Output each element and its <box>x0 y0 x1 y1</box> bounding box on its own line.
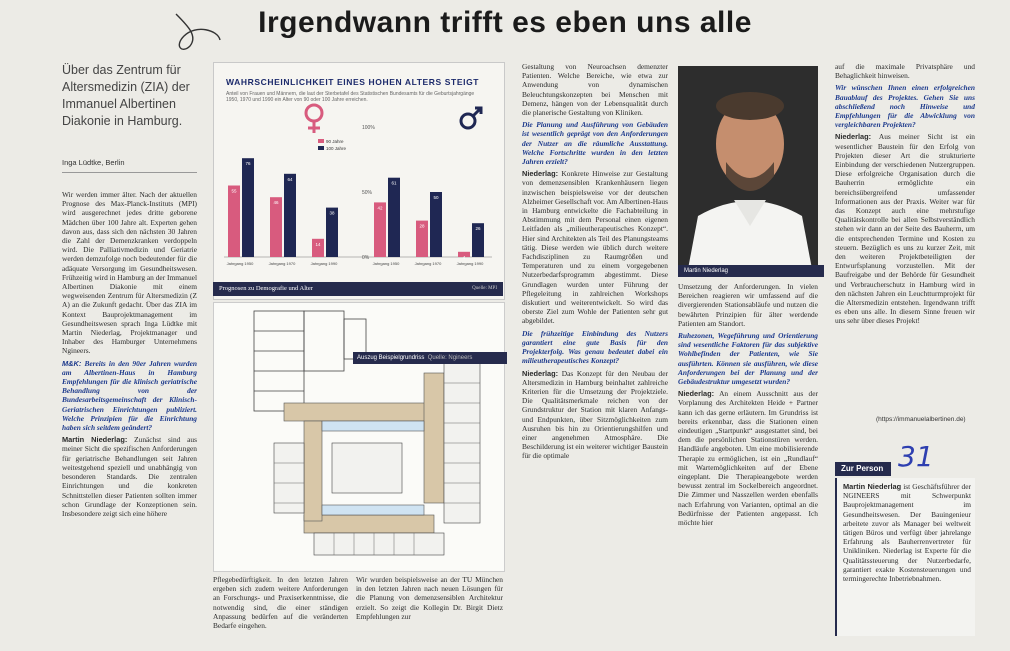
chart-panel <box>213 62 505 300</box>
y-tick-label: 50% <box>362 190 373 196</box>
x-tick-label: Jahrgang 1990 <box>456 261 484 266</box>
x-tick-label: Jahrgang 1950 <box>226 261 254 266</box>
byline: Inga Lüdtke, Berlin <box>62 158 125 167</box>
chart-subtitle: Anteil von Frauen und Männern, die laut der Sterbetafel des Statistischen Bundesamts für die Geburtsjahrgänge 1950, 1970 und 1990 ein Alter von 90 oder 100 Jahre erreichen. <box>226 91 475 103</box>
x-tick-label: Jahrgang 1990 <box>310 261 338 266</box>
legend-swatch <box>318 139 324 143</box>
bar-value-label: 50 <box>433 195 439 200</box>
col5-answer: Niederlag: Aus meiner Sicht ist ein wesentlicher Baustein für den Erfolg von Projekten dieser Art die strukturierte Einbindung der verschiedenen Nutzergruppen. Diese erfolgreiche Organisation durch die Bauherrin ermöglichte ein bereichsübergreifend umfassender Informationen aus der Praxis. Weiter war für das Konzept auch eine mehrstufige Qualitätskontrolle bei allen Selbstverständlich stehen wir dann an der Seite des Bauherrn, um die entsprechenden Termine und Kosten zu steuern. Bezüglich es uns zu kurzer Zeit, mit den weiteren Projektbeteiligten der Entwurfsplanung vorzustellen. Mit der Baufreigabe und der Behörde für Gesundheit und Verbraucherschutz in Hamburg wird in den nächsten Jahren ein Leuchtturmprojekt für die Altersmedizin entstehen. Irgendwann trifft es eben uns alle. In diesem Sinne freuen wir uns sehr über dieses Projekt! <box>835 132 975 326</box>
bar <box>430 192 442 257</box>
floor-plan-label: Auszug Beispielgrundriss Quelle: Ngineers <box>353 352 507 364</box>
bar-value-label: 38 <box>329 210 335 216</box>
bar-value-label: 14 <box>315 241 321 247</box>
col1-question: M&K: Bereits in den 90er Jahren wurden am Albertinen-Haus in Hamburg Empfehlungen für die klinisch geriatrische Behandlung von der Bundesarbeitsgemeinschaft der Klinisch-Geriatrischen Einrichtungen publiziert. Welche Prinzipien für die Einrichtung haben sich seitdem geändert? <box>62 358 197 433</box>
portrait-image <box>678 66 818 269</box>
bar-value-label: 55 <box>231 188 237 194</box>
article-title: Irgendwann trifft es eben uns alle <box>258 6 752 39</box>
website-link[interactable]: (https://immanuelalbertinen.de) <box>876 416 966 423</box>
male-symbol-icon <box>461 108 481 128</box>
bar-value-label: 28 <box>419 223 425 229</box>
column-4: Umsetzung der Anforderungen. In vielen Bereichen reagieren wir umfassend auf die divergierenden Stationsabläufe und nutzen die bewährten Prinzipien für älter werdende Patienten am Standort. Ruhezonen, Wegeführung und Orientierung sind wesentliche Faktoren für das subjektive Wohlbefinden der Patienten, wie Sie ausführten. Können sie ausführen, wie diese Anforderungen bei der Planung und der Gebäudestruktur umgesetzt wurden? Niederlag: An einem Ausschnitt aus der Vorplanung des Architekten Heide + Partner kann ich das gerne erläutern. Im Grundriss ist bereits erkennbar, dass die Stationen einen eindeutigen „Startpunkt“ ausgestattet sind, bei dem die persönlichen Stationstüren werden. Handläufe angeboten. Um eine mobilisierende Therapie zu ermöglichen, ist ein „Rundlauf“ mit Wartemöglichkeiten auf der Ebene eingeplant. Die Therapieangebote werden bewusst zentral im Sockelbereich angeordnet. Die Zimmer und Nasszellen werden ebenfalls nach Erfahrung von Varianten, optimal an die Bedürfnisse der Patienten angepasst. Ich möchte hier <box>678 282 818 528</box>
y-tick-label: 0% <box>362 255 370 261</box>
x-tick-label: Jahrgang 1970 <box>268 261 296 266</box>
bar-value-label: 46 <box>273 200 279 206</box>
col1-answer: Martin Niederlag: Zunächst sind aus meiner Sicht die spezifischen Anforderungen für geriatrische Behandlungen seit Jahren weitestgehend speziell und unabhängig von besonderen Standards. Die zentralen Einrichtungen und die konkreten Schnittstellen dieser Patienten sollten immer schon Grundlage der Konzeptionen sein. Insbesondere zeigt sich eine höhere <box>62 435 197 518</box>
y-tick-label: 100% <box>362 125 375 131</box>
chart-caption: Prognosen zu Demografie und Alter <box>219 285 313 292</box>
page-number: 31 <box>898 440 934 473</box>
col4-question: Ruhezonen, Wegeführung und Orientierung sind wesentliche Faktoren für das subjektive Wohlbefinden der Patienten, wie Sie ausführten. Können sie ausführen, wie diese Anforderungen bei der Planung und der Gebäudestruktur umgesetzt wurden? <box>678 331 818 387</box>
bar-value-label: 26 <box>475 226 481 232</box>
col3-answer-2: Niederlag: Das Konzept für den Neubau der Altersmedizin in Hamburg beinhaltet zahlreiche Kriterien für die Umsetzung der Projektziele. Die Qualitätsmerkmale reichen von der Grundstruktur der Station mit klaren Anfangs- und Endpunkten, über Sitzmöglichkeiten zum Ausruhen bis hin zu Orientierungshilfen und einer angenehmen Atmosphäre. Die Beschilderung ist ein weiterer wichtiger Baustein für die optimale <box>522 368 668 461</box>
bar-chart <box>214 99 504 299</box>
legend-label: 100 Jahre <box>326 146 347 151</box>
col3-question-2: Die frühzeitige Einbindung des Nutzers garantiert eine gute Basis für den Projekterfolg. Was genau bedeutet dabei ein milieutherapeutisches Konzept? <box>522 328 668 366</box>
photo-caption: Martin Niederlag <box>678 265 824 277</box>
bar <box>284 174 296 257</box>
column-2-bottom-right: Wir wurden beispielsweise an der TU München in den letzten Jahren nach neuen Lösungen für die Planung von demenzsensiblen Architektur erzielt. So zeigt die Kollegin Dr. Birgit Dietz Empfehlungen zur <box>356 575 503 621</box>
bar <box>270 197 282 257</box>
col5-question: Wir wünschen Ihnen einen erfolgreichen Bauablauf des Projektes. Gehen Sie uns abschließend noch Hinweise und Empfehlungen für die Abwicklung von vergleichbaren Projekten? <box>835 83 975 130</box>
column-3: Gestaltung von Neuroachsen demenzter Patienten. Welche Bereiche, wie etwa zur Anwendung von dynamischen Beleuchtungskonzepten bei Menschen mit Demenz, hängen von der Lebensqualität durch die planerische Gestaltung von Kliniken. Die Planung und Ausführung von Gebäuden ist wesentlich geprägt von den Anforderungen der Nutzer an die räumliche Ausstattung. Welche Fortschritte wurden in den letzten Jahren erzielt? Niederlag: Konkrete Hinweise zur Gestaltung von demenzsensiblen Krankenhäusern liegen inzwischen beispielsweise vor der deutschen Alzheimer Gesellschaft vor. Am Albertinen-Haus in Hamburg entwickelte die Fachabteilung in Abstimmung mit dem Personal einen eigenen Leitfaden als „milieutherapeutisches Konzept“. Hier sind Architekten als Teil des Planungsteams tätig. Diese werden wie üblich durch weitere Fachdisziplinen zu Raumgrößen und Temperaturen und zu einem vorgegebenen Nutzerbedarfsprogramm abgestimmt. Diese Grundlagen wurden unter Führung der Pflegeleitung in zahlreichen Workshops diskutiert und weiterentwickelt. So wird das oberste Ziel zum Wohle der Patienten sehr gut abgebildet. Die frühzeitige Einbindung des Nutzers garantiert eine gute Basis für den Projekterfolg. Was genau bedeutet dabei ein milieutherapeutisches Konzept? Niederlag: Das Konzept für den Neubau der Altersmedizin in Hamburg beinhaltet zahlreiche Kriterien für die Umsetzung der Projektziele. Die Qualitätsmerkmale reichen von der Grundstruktur der Station mit klaren Anfangs- und Endpunkten, über Sitzmöglichkeiten zum Ausruhen bis hin zu Orientierungshilfen und einer angenehmen Atmosphäre. Die Beschilderung ist ein weiterer wichtiger Baustein für die optimale <box>522 62 668 461</box>
person-name: Martin Niederlag <box>843 482 902 491</box>
pen-scribble <box>168 6 228 56</box>
column-2-bottom-left: Pflegebedürftigkeit. In den letzten Jahren ergeben sich zudem weitere Anforderungen an Forschungs- und Praxiserkenntnisse, die notwendig sind, die einer ständigen Anpassung bedürfen auf die veränderten Bedarfe eingehen. <box>213 575 348 631</box>
col3-question-1: Die Planung und Ausführung von Gebäuden ist wesentlich geprägt von den Anforderungen der Nutzer an die räumliche Ausstattung. Welche Fortschritte wurden in den letzten Jahren erzielt? <box>522 120 668 167</box>
chart-title: WAHRSCHEINLICHKEIT EINES HOHEN ALTERS STEIGT <box>226 77 480 87</box>
bar <box>242 158 254 257</box>
bar <box>228 186 240 258</box>
col3-answer-1: Niederlag: Konkrete Hinweise zur Gestaltung von demenzsensiblen Krankenhäusern liegen inzwischen beispielsweise vor der deutschen Alzheimer Gesellschaft vor. Am Albertinen-Haus in Hamburg entwickelte die Fachabteilung in Abstimmung mit dem Personal einen eigenen Leitfaden als „milieutherapeutisches Konzept“. Hier sind Architekten als Teil des Planungsteams tätig. Diese werden wie üblich durch weitere Fachdisziplinen zu Raumgrößen und Temperaturen und zu einem vorgegebenen Nutzerbedarfsprogramm abgestimmt. Diese Grundlagen wurden unter Führung der Pflegeleitung in zahlreichen Workshops diskutiert und weiterentwickelt. So wird das oberste Ziel zum Wohle der Patienten sehr gut abgebildet. <box>522 169 668 326</box>
bar-value-label: 76 <box>245 161 251 167</box>
person-box-header: Zur Person <box>835 462 891 476</box>
bar-value-label: 64 <box>287 176 293 182</box>
bar-value-label: 4 <box>462 254 466 260</box>
answer-text: Zunächst sind aus meiner Sicht die spezifischen Anforderungen für geriatrische Behandlungen seit Jahren weitestgehend speziell und unabhängig von besonderen Standards. Die zentralen Einrichtungen und die konkreten Schnittstellen dieser Patienten sollten immer schon Grundlage der Konzeptionen sein. Insbesondere zeigt sich eine höhere <box>62 435 197 518</box>
bar-value-label: 61 <box>391 180 397 186</box>
legend-swatch <box>318 146 324 150</box>
x-tick-label: Jahrgang 1950 <box>372 261 400 266</box>
x-tick-label: Jahrgang 1970 <box>414 261 442 266</box>
bar <box>388 178 400 257</box>
col4-answer: Niederlag: An einem Ausschnitt aus der Vorplanung des Architekten Heide + Partner kann ich das gerne erläutern. Im Grundriss ist bereits erkennbar, dass die Stationen einen eindeutigen „Startpunkt“ ausgestattet sind, bei dem die persönlichen Stationstüren werden. Handläufe angeboten. Um eine mobilisierende Therapie zu ermöglichen, ist ein „Rundlauf“ mit Wartemöglichkeiten auf der Ebene eingeplant. Die Therapieangebote werden bewusst zentral im Sockelbereich angeordnet. Die Zimmer und Nasszellen werden ebenfalls nach Erfahrung von Varianten, optimal an die Bedürfnisse der Patienten angepasst. Ich möchte hier <box>678 389 818 528</box>
bar <box>374 202 386 257</box>
question-text: Bereits in den 90er Jahren wurden am Albertinen-Haus in Hamburg Empfehlungen für die klinisch geriatrische Behandlung von der Bundesarbeitsgemeinschaft der Klinisch-Geriatrischen Einrichtungen publiziert. Welche Prinzipien für die Einrichtung haben sich seitdem geändert? <box>62 358 197 433</box>
person-box <box>835 478 975 636</box>
intro-text: Über das Zentrum für Altersmedizin (ZIA) der Immanuel Albertinen Diakonie in Hamburg. <box>62 63 190 128</box>
bar-value-label: 42 <box>377 205 383 211</box>
chart-credit: Quelle: MPI <box>472 286 497 291</box>
divider <box>62 172 197 173</box>
column-5: auf die maximale Privatsphäre und Behaglichkeit hinweisen. Wir wünschen Ihnen einen erfolgreichen Bauablauf des Projektes. Gehen Sie uns abschließend noch Hinweise und Empfehlungen für die Abwicklung von vergleichbaren Projekten? Niederlag: Aus meiner Sicht ist ein wesentlicher Baustein für den Erfolg von Projekten dieser Art die strukturierte Einbindung der verschiedenen Nutzergruppen. Diese erfolgreiche Organisation durch die Bauherrin ermöglichte ein bereichsübergreifend umfassender Informationen aus der Praxis. Weiter war für das Konzept auch eine mehrstufige Qualitätskontrolle bei allen Selbstverständlich stehen wir dann an der Seite des Bauherrn, um die entsprechenden Termine und Kosten zu steuern. Bezüglich es uns zu kurzer Zeit, mit den weiteren Projektbeteiligten der Entwurfsplanung vorzustellen. Mit der Baufreigabe und der Behörde für Gesundheit und Verbraucherschutz in Hamburg wird in den nächsten Jahren ein Leuchtturmprojekt für die Altersmedizin entstehen. Irgendwann trifft es eben uns alle. In diesem Sinne freuen wir uns sehr über dieses Projekt! <box>835 62 975 326</box>
floor-plan <box>213 302 505 572</box>
col1-paragraph: Wir werden immer älter. Nach der aktuellen Prognose des Max-Planck-Instituts (MPI) wird ausgerechnet jedes dritte geborene Mädchen über 100 Jahre alt. Experten gehen davon aus, dass sich den nächsten 30 Jahren die Zahl der Demenzkranken verdoppeln wird. Die Palliativmedizin und Geriatrie werden demzufolge noch bedeutender für die adäquate Versorgung im Gesundheitswesen. Frühzeitig wird in Hamburg an der Immanuel Albertinen Diakonie mit einem wegweisenden Zentrum für Altersmedizin (Z A) an die Zukunft gedacht. Über das ZIA im Kontext Bauprojektmanagement im Gesundheitswesen sprach Inga Lüdtke mit Martin Niederlag, Projektmanager und Inhaber des Hamburger Unternehmens Ngineers. <box>62 190 197 356</box>
portrait-photo <box>678 66 818 269</box>
person-bio: ist Geschäftsführer der NGINEERS mit Schwerpunkt Bauprojektmanagement im Gesundheitswesen. Der Bauingenieur arbeitete zuvor als Manager bei weltweit tätigen Büros und verfügt über jahrelange Erfahrung als Bauherrenvertreter für Unikliniken. Niederlag ist Experte für die Qualitätssteuerung der Nutzerbedarfe, garantiert exakte Kostensteuerungen und termingerechte Inbetriebnahmen. <box>843 482 971 584</box>
floor-plan-drawing <box>214 303 504 571</box>
column-1 <box>62 190 197 521</box>
female-symbol-icon <box>306 105 322 133</box>
chart-caption-bar <box>213 282 503 296</box>
legend-label: 90 Jahre <box>326 139 344 144</box>
